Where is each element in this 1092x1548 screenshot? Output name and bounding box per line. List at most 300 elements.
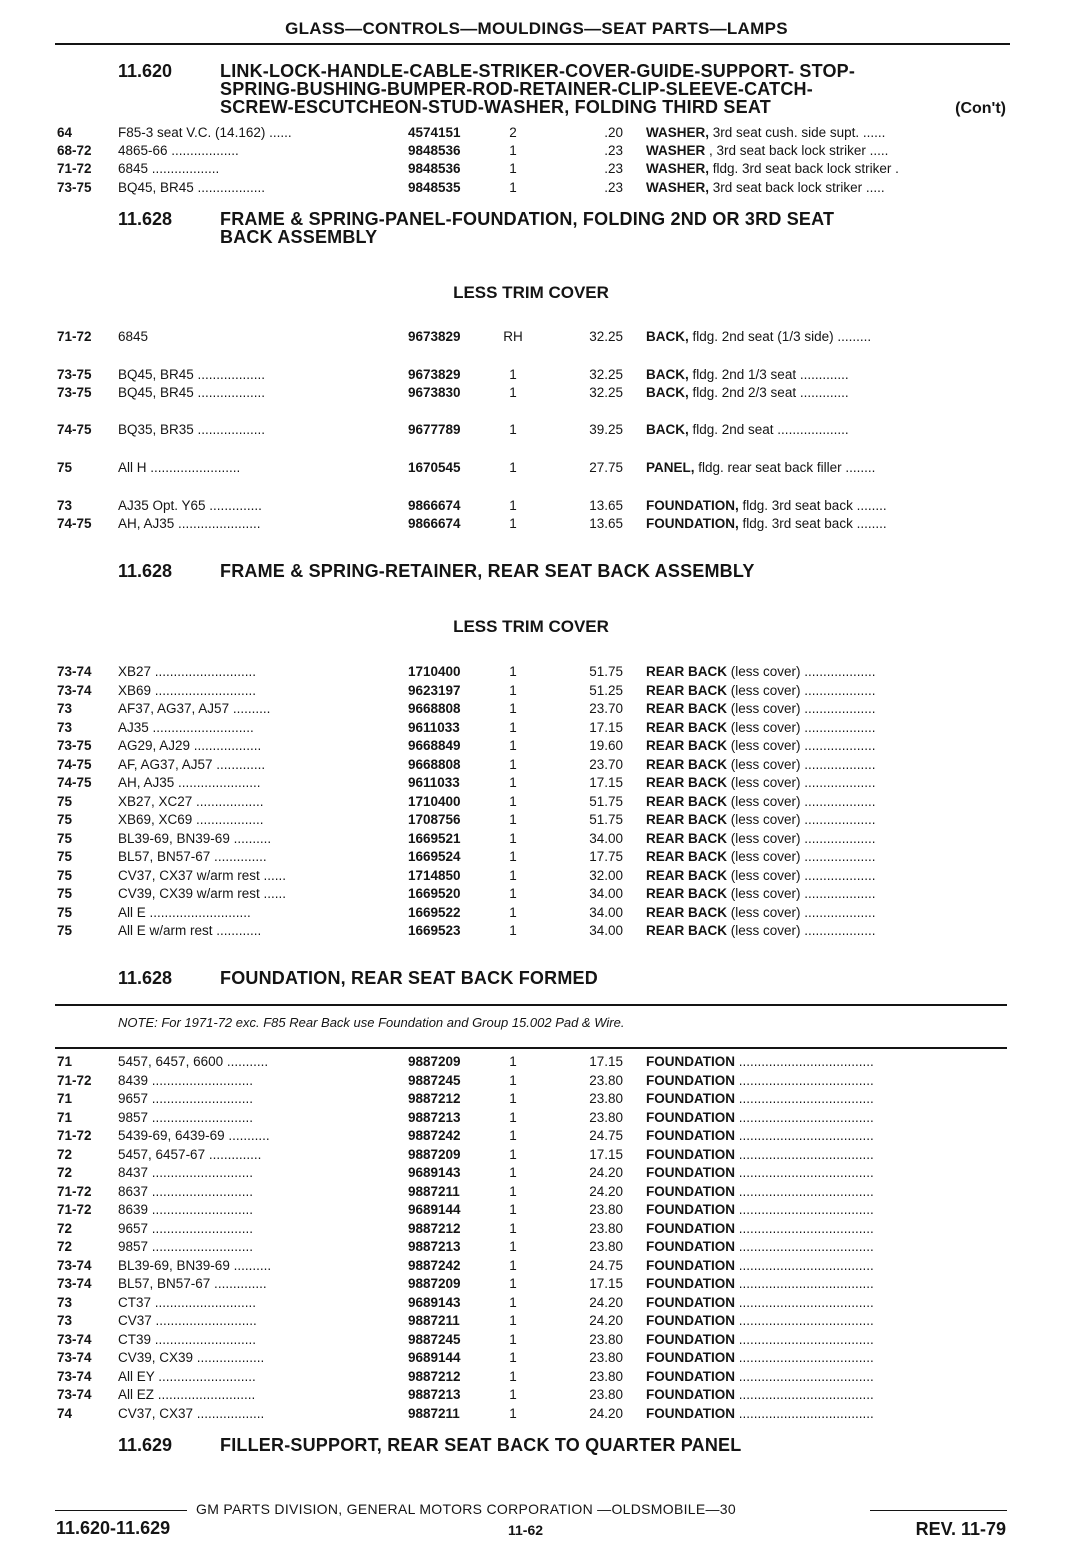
part-number-cell: 1714850 bbox=[408, 867, 461, 883]
section-number: 11.628 bbox=[118, 209, 173, 229]
part-name: REAR BACK bbox=[646, 867, 727, 883]
description-cell bbox=[646, 756, 1008, 774]
section-number: 11.620 bbox=[118, 61, 173, 81]
year-cell: 71-72 bbox=[57, 161, 92, 176]
quantity-cell: 1 bbox=[509, 793, 517, 809]
quantity-cell: 1 bbox=[509, 1276, 517, 1291]
price-cell: 23.80 bbox=[589, 1368, 623, 1384]
year-cell: 73-74 bbox=[57, 1368, 92, 1384]
quantity-cell: 1 bbox=[509, 1165, 517, 1180]
part-description: (less cover) ................... bbox=[727, 719, 876, 735]
part-name: FOUNDATION bbox=[646, 1276, 735, 1291]
divider bbox=[55, 1047, 1007, 1049]
table-row bbox=[0, 384, 1092, 402]
table-row bbox=[0, 1312, 1092, 1330]
model-cell: BL57, BN57-67 .............. bbox=[118, 849, 267, 864]
part-name: FOUNDATION bbox=[646, 1387, 735, 1402]
section-title-line: FRAME & SPRING-RETAINER, REAR SEAT BACK ASSEMBLY bbox=[220, 561, 755, 581]
model-cell: All E ........................... bbox=[118, 904, 251, 920]
description-cell bbox=[646, 1275, 1008, 1293]
description-cell bbox=[646, 179, 1008, 197]
quantity-cell: 1 bbox=[509, 812, 517, 827]
description-cell bbox=[646, 1183, 1008, 1201]
part-number-cell: 9887209 bbox=[408, 1276, 461, 1291]
quantity-cell: 1 bbox=[509, 701, 517, 716]
part-name: FOUNDATION bbox=[646, 1183, 735, 1199]
model-cell: AG29, AJ29 .................. bbox=[118, 738, 262, 753]
part-name: REAR BACK bbox=[646, 886, 727, 901]
price-cell: 23.80 bbox=[589, 1331, 623, 1347]
quantity-cell: 1 bbox=[509, 886, 517, 901]
table-row bbox=[0, 1127, 1092, 1145]
part-description: .................................... bbox=[735, 1146, 874, 1162]
part-name: REAR BACK bbox=[646, 775, 727, 790]
part-number-cell: 1708756 bbox=[408, 812, 461, 827]
model-cell: BQ45, BR45 .................. bbox=[118, 385, 266, 400]
table-row bbox=[0, 737, 1092, 755]
year-cell: 75 bbox=[57, 867, 73, 883]
table-row bbox=[0, 179, 1092, 197]
quantity-cell: 1 bbox=[509, 1257, 517, 1273]
table-row bbox=[0, 1349, 1092, 1367]
part-description: fldg. 2nd 1/3 seat ............. bbox=[688, 367, 849, 382]
part-name: FOUNDATION bbox=[646, 1128, 735, 1143]
description-cell bbox=[646, 384, 1008, 402]
part-number-cell: 1710400 bbox=[408, 793, 461, 809]
table-row bbox=[0, 682, 1092, 700]
part-number-cell: 9887209 bbox=[408, 1146, 461, 1162]
part-number-cell: 9887212 bbox=[408, 1368, 461, 1384]
page-title: GLASS—CONTROLS—MOULDINGS—SEAT PARTS—LAMPS bbox=[285, 19, 788, 38]
part-number-cell: 9848536 bbox=[408, 143, 461, 158]
part-description: (less cover) ................... bbox=[727, 849, 876, 864]
part-description: fldg. 2nd seat ................... bbox=[688, 422, 849, 437]
part-number-cell: 9623197 bbox=[408, 682, 461, 698]
year-cell: 68-72 bbox=[57, 143, 92, 158]
price-cell: 23.80 bbox=[589, 1387, 623, 1402]
table-row bbox=[0, 1275, 1092, 1293]
year-cell: 75 bbox=[57, 886, 73, 901]
description-cell bbox=[646, 1127, 1008, 1145]
quantity-cell: 1 bbox=[509, 849, 517, 864]
footer-section-range: 11.620-11.629 bbox=[56, 1518, 171, 1538]
price-cell: 17.15 bbox=[589, 1276, 623, 1291]
part-name: BACK, bbox=[646, 367, 689, 382]
price-cell: 24.20 bbox=[589, 1165, 623, 1180]
quantity-cell: 1 bbox=[509, 1220, 517, 1236]
part-description: .................................... bbox=[735, 1128, 874, 1143]
model-cell: CV37, CX37 w/arm rest ...... bbox=[118, 867, 287, 883]
price-cell: 24.75 bbox=[589, 1257, 623, 1273]
quantity-cell: 1 bbox=[509, 738, 517, 753]
description-cell bbox=[646, 922, 1008, 940]
model-cell: BL57, BN57-67 .............. bbox=[118, 1276, 267, 1291]
description-cell bbox=[646, 1257, 1008, 1275]
price-cell: 51.75 bbox=[589, 812, 623, 827]
part-description: , 3rd seat back lock striker ..... bbox=[705, 143, 889, 158]
part-name: FOUNDATION bbox=[646, 1202, 735, 1217]
table-row bbox=[0, 124, 1092, 142]
part-number-cell: 9887211 bbox=[408, 1405, 460, 1421]
part-name: WASHER, bbox=[646, 161, 710, 176]
part-number-cell: 9866674 bbox=[408, 516, 461, 531]
part-description: (less cover) ................... bbox=[727, 701, 876, 716]
description-cell bbox=[646, 904, 1008, 922]
quantity-cell: 1 bbox=[509, 460, 517, 475]
divider bbox=[55, 1004, 1007, 1006]
table-row bbox=[0, 459, 1092, 477]
year-cell: 74-75 bbox=[57, 756, 92, 772]
part-description: fldg. rear seat back filler ........ bbox=[694, 460, 876, 475]
part-number-cell: 9673829 bbox=[408, 367, 461, 382]
part-name: REAR BACK bbox=[646, 904, 727, 920]
part-number-cell: 9887213 bbox=[408, 1239, 461, 1254]
table-row bbox=[0, 497, 1092, 515]
part-description: .................................... bbox=[735, 1109, 874, 1125]
quantity-cell: 1 bbox=[509, 1331, 517, 1347]
description-cell bbox=[646, 700, 1008, 718]
quantity-cell: 1 bbox=[509, 1350, 517, 1365]
description-cell bbox=[646, 1053, 1008, 1071]
year-cell: 73-74 bbox=[57, 1350, 92, 1365]
quantity-cell: 1 bbox=[509, 1109, 517, 1125]
model-cell: 4865-66 .................. bbox=[118, 143, 239, 158]
year-cell: 73-75 bbox=[57, 738, 92, 753]
part-number-cell: 9689144 bbox=[408, 1350, 461, 1365]
model-cell: 9857 ........................... bbox=[118, 1109, 254, 1125]
description-cell bbox=[646, 737, 1008, 755]
table-row bbox=[0, 904, 1092, 922]
quantity-cell: 1 bbox=[509, 498, 517, 513]
part-name: REAR BACK bbox=[646, 923, 727, 938]
price-cell: .23 bbox=[604, 161, 623, 176]
table-row bbox=[0, 1201, 1092, 1219]
price-cell: 17.15 bbox=[589, 1146, 623, 1162]
quantity-cell: 1 bbox=[509, 867, 517, 883]
model-cell: 8639 ........................... bbox=[118, 1202, 254, 1217]
model-cell: 9657 ........................... bbox=[118, 1220, 254, 1236]
table-row bbox=[0, 774, 1092, 792]
description-cell bbox=[646, 1238, 1008, 1256]
price-cell: 34.00 bbox=[589, 830, 623, 846]
part-description: (less cover) ................... bbox=[727, 904, 876, 920]
part-description: .................................... bbox=[735, 1183, 874, 1199]
part-number-cell: 9887242 bbox=[408, 1128, 461, 1143]
model-cell: BL39-69, BN39-69 .......... bbox=[118, 830, 272, 846]
quantity-cell: 1 bbox=[509, 904, 517, 920]
part-name: FOUNDATION bbox=[646, 1405, 735, 1421]
description-cell bbox=[646, 1331, 1008, 1349]
part-name: WASHER bbox=[646, 143, 706, 158]
price-cell: 24.20 bbox=[589, 1405, 623, 1421]
table-row bbox=[0, 700, 1092, 718]
year-cell: 73-74 bbox=[57, 664, 92, 679]
quantity-cell: 1 bbox=[509, 143, 517, 158]
table-row bbox=[0, 1183, 1092, 1201]
quantity-cell: 1 bbox=[509, 775, 517, 790]
description-cell bbox=[646, 1072, 1008, 1090]
year-cell: 75 bbox=[57, 923, 73, 938]
model-cell: BQ45, BR45 .................. bbox=[118, 367, 266, 382]
year-cell: 75 bbox=[57, 849, 73, 864]
quantity-cell: 1 bbox=[509, 1202, 517, 1217]
section-title-line: SCREW-ESCUTCHEON-STUD-WASHER, FOLDING THIRD SEAT bbox=[220, 97, 771, 117]
price-cell: 51.75 bbox=[589, 664, 623, 679]
year-cell: 73-74 bbox=[57, 1331, 92, 1347]
table-row bbox=[0, 1146, 1092, 1164]
part-description: fldg. 3rd seat back ........ bbox=[738, 498, 887, 513]
part-description: .................................... bbox=[735, 1202, 874, 1217]
quantity-cell: RH bbox=[503, 329, 523, 344]
part-description: .................................... bbox=[735, 1313, 874, 1328]
price-cell: 27.75 bbox=[589, 460, 623, 475]
part-name: FOUNDATION bbox=[646, 1054, 735, 1069]
model-cell: 5439-69, 6439-69 ........... bbox=[118, 1128, 270, 1143]
quantity-cell: 1 bbox=[509, 1091, 517, 1106]
table-row bbox=[0, 830, 1092, 848]
subhead-less-trim-cover: LESS TRIM COVER bbox=[453, 283, 609, 302]
quantity-cell: 1 bbox=[509, 923, 517, 938]
price-cell: 23.80 bbox=[589, 1091, 623, 1106]
part-number-cell: 1669524 bbox=[408, 849, 461, 864]
table-row bbox=[0, 1238, 1092, 1256]
part-description: (less cover) ................... bbox=[727, 756, 876, 772]
part-description: (less cover) ................... bbox=[727, 867, 876, 883]
model-cell: F85-3 seat V.C. (14.162) ...... bbox=[118, 125, 292, 140]
part-name: BACK, bbox=[646, 422, 689, 437]
part-description: (less cover) ................... bbox=[727, 775, 876, 790]
price-cell: 39.25 bbox=[589, 422, 623, 437]
part-description: .................................... bbox=[735, 1072, 874, 1088]
quantity-cell: 1 bbox=[509, 385, 517, 400]
table-row bbox=[0, 515, 1092, 533]
description-cell bbox=[646, 1220, 1008, 1238]
section-number: 11.628 bbox=[118, 968, 173, 988]
part-number-cell: 9689144 bbox=[408, 1202, 461, 1217]
page-header bbox=[55, 19, 1010, 45]
table-row bbox=[0, 848, 1092, 866]
year-cell: 75 bbox=[57, 830, 73, 846]
section-title-line: FOUNDATION, REAR SEAT BACK FORMED bbox=[220, 968, 598, 988]
description-cell bbox=[646, 459, 1008, 477]
price-cell: 24.20 bbox=[589, 1183, 623, 1199]
price-cell: 23.80 bbox=[589, 1350, 623, 1365]
section-note: NOTE: For 1971-72 exc. F85 Rear Back use Foundation and Group 15.002 Pad & Wire. bbox=[118, 1015, 625, 1030]
part-name: FOUNDATION bbox=[646, 1257, 735, 1273]
part-description: fldg. 3rd seat back ........ bbox=[738, 516, 887, 531]
model-cell: BL39-69, BN39-69 .......... bbox=[118, 1257, 272, 1273]
part-number-cell: 9887213 bbox=[408, 1109, 461, 1125]
table-row bbox=[0, 1257, 1092, 1275]
quantity-cell: 1 bbox=[509, 516, 517, 531]
table-row bbox=[0, 1053, 1092, 1071]
year-cell: 75 bbox=[57, 793, 73, 809]
price-cell: 23.80 bbox=[589, 1109, 623, 1125]
price-cell: .20 bbox=[604, 125, 623, 140]
model-cell: AH, AJ35 ...................... bbox=[118, 516, 261, 531]
footer-rule-left bbox=[55, 1510, 187, 1511]
part-description: .................................... bbox=[735, 1257, 874, 1273]
description-cell bbox=[646, 142, 1008, 160]
table-row bbox=[0, 663, 1092, 681]
part-number-cell: 9689143 bbox=[408, 1294, 461, 1310]
price-cell: 13.65 bbox=[589, 498, 623, 513]
part-number-cell: 9887211 bbox=[408, 1313, 460, 1328]
part-number-cell: 9887212 bbox=[408, 1091, 461, 1106]
quantity-cell: 1 bbox=[509, 1368, 517, 1384]
part-name: FOUNDATION bbox=[646, 1109, 735, 1125]
description-cell bbox=[646, 682, 1008, 700]
part-description: 3rd seat cush. side supt. ...... bbox=[709, 125, 886, 140]
quantity-cell: 1 bbox=[509, 367, 517, 382]
model-cell: AJ35 Opt. Y65 .............. bbox=[118, 498, 262, 513]
part-name: REAR BACK bbox=[646, 793, 727, 809]
model-cell: BQ45, BR45 .................. bbox=[118, 180, 266, 195]
model-cell: All E w/arm rest ............ bbox=[118, 923, 262, 938]
part-number-cell: 9611033 bbox=[408, 775, 460, 790]
part-number-cell: 9887212 bbox=[408, 1220, 461, 1236]
part-number-cell: 9848535 bbox=[408, 180, 461, 195]
description-cell bbox=[646, 160, 1008, 178]
quantity-cell: 1 bbox=[509, 1405, 517, 1421]
model-cell: 9857 ........................... bbox=[118, 1239, 254, 1254]
table-row bbox=[0, 366, 1092, 384]
part-number-cell: 9887245 bbox=[408, 1072, 461, 1088]
part-description: .................................... bbox=[735, 1165, 874, 1180]
part-description: (less cover) ................... bbox=[727, 682, 876, 698]
year-cell: 71-72 bbox=[57, 1072, 92, 1088]
description-cell bbox=[646, 830, 1008, 848]
table-row bbox=[0, 1109, 1092, 1127]
part-name: FOUNDATION, bbox=[646, 498, 739, 513]
price-cell: 23.80 bbox=[589, 1239, 623, 1254]
part-number-cell: 9866674 bbox=[408, 498, 461, 513]
description-cell bbox=[646, 1146, 1008, 1164]
table-row bbox=[0, 160, 1092, 178]
part-description: (less cover) ................... bbox=[727, 664, 876, 679]
part-number-cell: 9611033 bbox=[408, 719, 460, 735]
footer-revision: REV. 11-79 bbox=[915, 1519, 1006, 1539]
price-cell: 17.15 bbox=[589, 719, 623, 735]
year-cell: 73 bbox=[57, 719, 73, 735]
table-row bbox=[0, 1090, 1092, 1108]
price-cell: 32.25 bbox=[589, 385, 623, 400]
quantity-cell: 1 bbox=[509, 180, 517, 195]
price-cell: 19.60 bbox=[589, 738, 623, 753]
model-cell: CV39, CX39 w/arm rest ...... bbox=[118, 886, 287, 901]
table-row bbox=[0, 1072, 1092, 1090]
description-cell bbox=[646, 515, 1008, 533]
price-cell: 32.25 bbox=[589, 367, 623, 382]
year-cell: 73-74 bbox=[57, 1387, 92, 1402]
part-number-cell: 9668808 bbox=[408, 701, 461, 716]
price-cell: 23.80 bbox=[589, 1220, 623, 1236]
year-cell: 73-75 bbox=[57, 180, 92, 195]
description-cell bbox=[646, 328, 1008, 346]
description-cell bbox=[646, 124, 1008, 142]
table-row bbox=[0, 867, 1092, 885]
year-cell: 75 bbox=[57, 460, 73, 475]
section-title-line: BACK ASSEMBLY bbox=[220, 227, 378, 247]
part-description: (less cover) ................... bbox=[727, 923, 876, 938]
price-cell: 34.00 bbox=[589, 904, 623, 920]
part-description: .................................... bbox=[735, 1405, 874, 1421]
year-cell: 71-72 bbox=[57, 329, 92, 344]
quantity-cell: 1 bbox=[509, 422, 517, 437]
description-cell bbox=[646, 811, 1008, 829]
table-row bbox=[0, 1220, 1092, 1238]
model-cell: CT39 ........................... bbox=[118, 1331, 257, 1347]
year-cell: 74-75 bbox=[57, 775, 92, 790]
part-name: FOUNDATION bbox=[646, 1165, 735, 1180]
section-number: 11.629 bbox=[118, 1435, 173, 1455]
part-name: REAR BACK bbox=[646, 664, 727, 679]
year-cell: 71 bbox=[57, 1091, 73, 1106]
description-cell bbox=[646, 1386, 1008, 1404]
year-cell: 73-74 bbox=[57, 1257, 92, 1273]
year-cell: 74-75 bbox=[57, 516, 92, 531]
model-cell: 8439 ........................... bbox=[118, 1072, 254, 1088]
part-number-cell: 9673829 bbox=[408, 329, 461, 344]
quantity-cell: 1 bbox=[509, 1183, 517, 1199]
year-cell: 73-75 bbox=[57, 385, 92, 400]
description-cell bbox=[646, 719, 1008, 737]
model-cell: CV37 ........................... bbox=[118, 1313, 257, 1328]
price-cell: .23 bbox=[604, 180, 623, 195]
part-description: .................................... bbox=[735, 1368, 874, 1384]
year-cell: 73-75 bbox=[57, 367, 92, 382]
footer-rule-right bbox=[870, 1510, 1007, 1511]
price-cell: 17.15 bbox=[589, 1054, 623, 1069]
part-name: BACK, bbox=[646, 329, 689, 344]
part-name: REAR BACK bbox=[646, 682, 727, 698]
model-cell: 8637 ........................... bbox=[118, 1183, 254, 1199]
quantity-cell: 1 bbox=[509, 719, 517, 735]
model-cell: XB69 ........................... bbox=[118, 682, 257, 698]
part-name: BACK, bbox=[646, 385, 689, 400]
part-name: REAR BACK bbox=[646, 830, 727, 846]
part-name: REAR BACK bbox=[646, 849, 727, 864]
table-row bbox=[0, 756, 1092, 774]
part-description: (less cover) ................... bbox=[727, 738, 876, 753]
section-title-line: FRAME & SPRING-PANEL-FOUNDATION, FOLDING 2ND OR 3RD SEAT bbox=[220, 209, 835, 229]
price-cell: 23.80 bbox=[589, 1072, 623, 1088]
section-title-line: SPRING-BUSHING-BUMPER-ROD-RETAINER-CLIP-SLEEVE-CATCH- bbox=[220, 79, 813, 99]
part-name: FOUNDATION bbox=[646, 1220, 735, 1236]
model-cell: CT37 ........................... bbox=[118, 1294, 257, 1310]
price-cell: 17.75 bbox=[589, 849, 623, 864]
part-description: .................................... bbox=[735, 1331, 874, 1347]
year-cell: 71-72 bbox=[57, 1183, 92, 1199]
model-cell: CV37, CX37 .................. bbox=[118, 1405, 265, 1421]
price-cell: .23 bbox=[604, 143, 623, 158]
part-name: FOUNDATION bbox=[646, 1331, 735, 1347]
year-cell: 72 bbox=[57, 1220, 73, 1236]
model-cell: All EZ .......................... bbox=[118, 1387, 256, 1402]
table-row bbox=[0, 1386, 1092, 1404]
model-cell: All EY .......................... bbox=[118, 1368, 256, 1384]
year-cell: 64 bbox=[57, 125, 73, 140]
table-row bbox=[0, 793, 1092, 811]
table-row bbox=[0, 328, 1092, 346]
year-cell: 73 bbox=[57, 498, 73, 513]
part-name: FOUNDATION bbox=[646, 1091, 735, 1106]
year-cell: 75 bbox=[57, 904, 73, 920]
price-cell: 34.00 bbox=[589, 923, 623, 938]
part-name: PANEL, bbox=[646, 460, 695, 475]
quantity-cell: 2 bbox=[509, 125, 517, 140]
year-cell: 74 bbox=[57, 1405, 73, 1421]
